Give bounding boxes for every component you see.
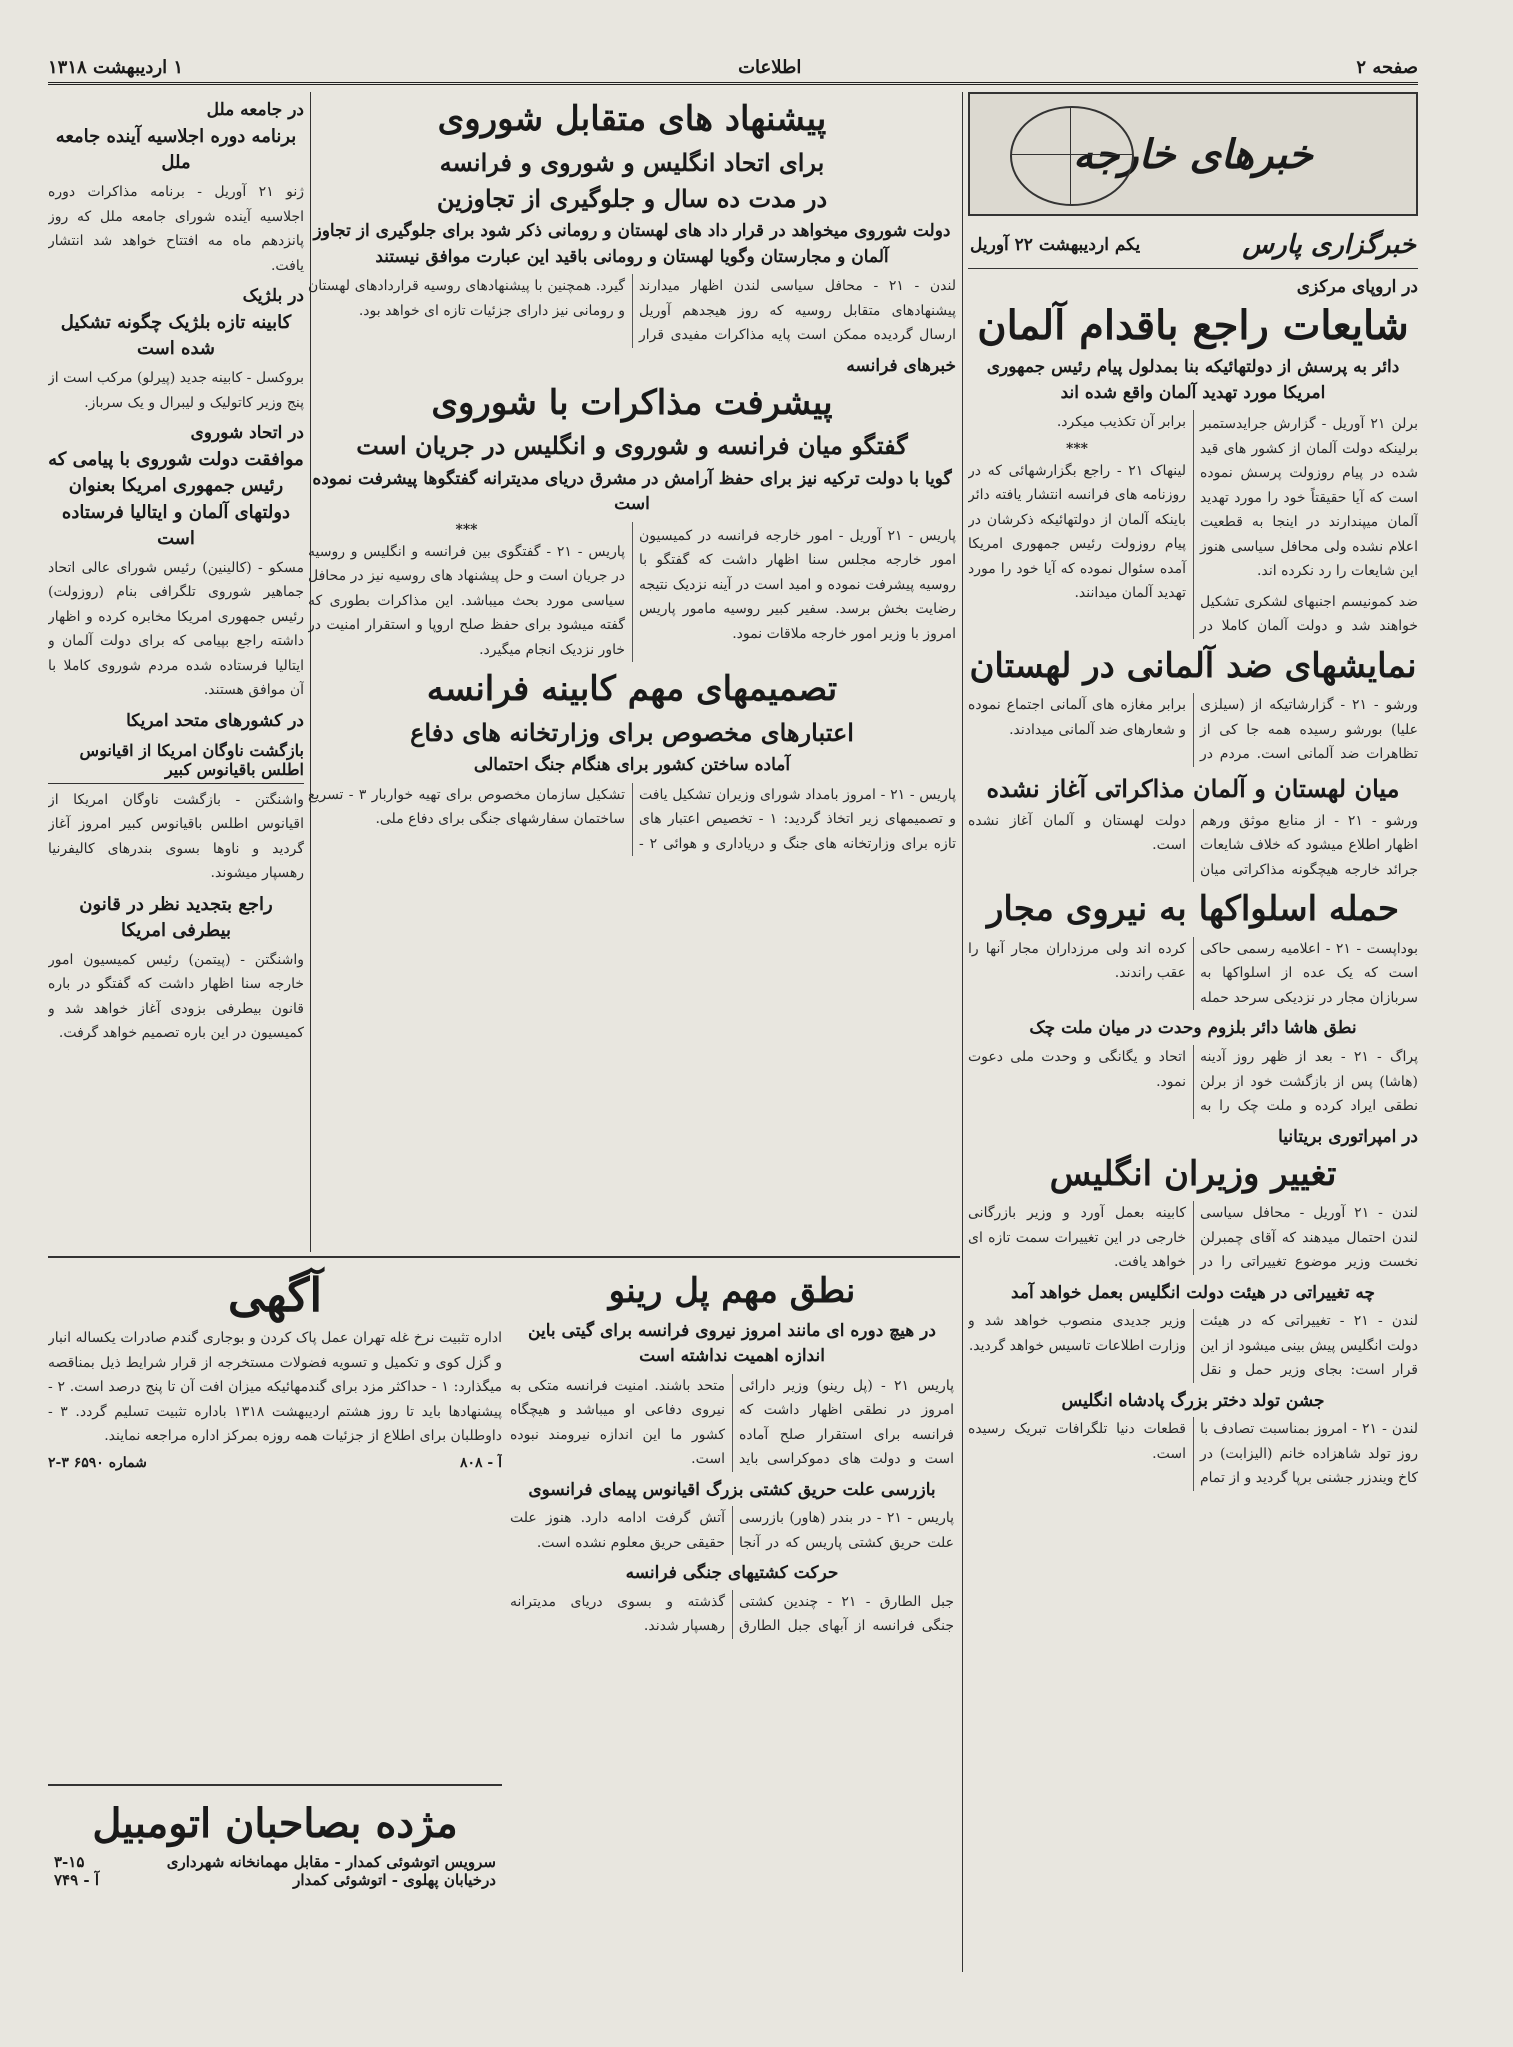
agency-row [968, 226, 1418, 269]
headline-talks-progress: پیشرفت مذاکرات با شوروی [431, 382, 833, 423]
notice-title: آگهی [227, 1268, 323, 1322]
dek-german-rumors: دائر به پرسش از دولتهائیکه بنا بمدلول پیام رئیس جمهوری امریکا مورد تهدید آلمان واقع شده اند [986, 357, 1400, 403]
separator-stars: *** [455, 521, 478, 538]
middle-bottom-rule [48, 1256, 960, 1258]
article-belgian-cabinet: بروکسل - کابینه جدید (پیرلو) مرکب است از پنج وزیر کاتولیک و لیبرال و یک سرباز. [48, 370, 304, 411]
article-cabinet-changes: لندن - ۲۱ - تغییراتی که در هیئت دولت انگلیس پیش بینی میشود از این قرار است: بجای وزیر حمل و نقل وزیر جدیدی منصوب خواهد شد و وزارت اطلاعات تاسیس خواهد گردید. [968, 1313, 1418, 1379]
headline-princess-birthday: جشن تولد دختر بزرگ پادشاه انگلیس [1061, 1390, 1325, 1411]
banner-title: خبرهای خارجه [1073, 130, 1313, 178]
foreign-news-column [968, 92, 1418, 1962]
headline-hacha-speech: نطق هاشا دائر بلزوم وحدت در میان ملت چک [1029, 1018, 1357, 1039]
headline-slovak-attack: حمله اسلواکها به نیروی مجار [986, 889, 1400, 930]
headline-belgian-cabinet: کابینه تازه بلژیک چگونه تشکیل شده است [60, 312, 292, 360]
notice-number: شماره ۶۵۹۰ ۳-۲ [48, 1454, 147, 1471]
article-british-cabinet: لندن - ۲۱ آوریل - محافل سیاسی لندن احتمال میدهند که آقای چمبرلن نخست وزیر موضوع تغییراتی را در کابینه بعمل آورد و وزیر بازرگانی خارجی در این تغییرات سمت تازه ای خواهد یافت. [968, 1205, 1418, 1271]
notice-footer [48, 1455, 502, 1471]
section-usa: در کشورهای متحد امریکا [126, 710, 304, 731]
article-soviet-agreement: مسکو - (کالینین) رئیس شورای عالی اتحاد جماهیر شوروی تلگرافی بنام (روزولت) رئیس جمهوری امریکا مخابره کرده و اظهار داشته راجع بپیامی که برای دولت آلمان و ایتالیا فرستاده شده مردم شوروی کاملا با آن موافق هستند. [48, 559, 304, 699]
article-german-rumors [968, 410, 1418, 639]
article-soviet-proposals: لندن - ۲۱ - محافل سیاسی لندن اظهار میدارند پیشنهادهای متقابل روسیه که روز هیجدهم آوریل ارسال گردیده ممکن است پایه مذاکرات مفیدی قرار گیرد. همچنین با پیشنهادهای روسیه قراردادهای لهستان و رومانی نیز دارای جزئیات تازه ای خواهد بود. [308, 278, 956, 344]
masthead [48, 52, 1418, 85]
middle-column [308, 92, 956, 1252]
headline-soviet-agreement: موافقت دولت شوروی با پیامی که رئیس جمهوری امریکا بعنوان دولتهای آلمان و ایتالیا فرستاده است [48, 449, 304, 549]
notice-code: آ - ۸۰۸ [459, 1454, 502, 1471]
headline-british-cabinet: تغییر وزیران انگلیس [1049, 1153, 1337, 1194]
article-reynaud-speech: پاریس ۲۱ - (پل رینو) وزیر دارائی امروز در نطقی اظهار داشت که فرانسه برای استقرار صلح آماده است و دولت های دموکراسی باید متحد باشند. امنیت فرانسه متکی به نیروی دفاعی او میباشد و هیچگاه کشور ما این اندازه نیرومند نبوده است. [510, 1377, 954, 1467]
article-talks-progress [308, 522, 956, 663]
headline-reynaud-speech: نطق مهم پل رینو [608, 1271, 856, 1311]
headline-poland-protests: نمایشهای ضد آلمانی در لهستان [969, 645, 1417, 686]
car-ad-phone: ۳-۱۵ [54, 1853, 85, 1871]
article-text: برلن ۲۱ آوریل - گزارش جرایدستمبر برلینکه دولت آلمان از کشور های قید شده در پیام روزولت پرسش نموده است که آیا حقیقتاً خود را مورد تهدید آلمان میپندارند در اینجا به قطعیت اعلام نشده ولی محافل سیاسی هنوز این شایعات را رد نکرده اند. [1200, 416, 1418, 579]
headline-fleet-return: بازگشت ناوگان امریکا از اقیانوس اطلس باقیانوس کبیر [48, 737, 304, 784]
article-slovak-attack: بوداپست - ۲۱ - اعلامیه رسمی حاکی است که یک عده از اسلواکها به سربازان مجار در نزدیکی سرحد حمله کرده اند ولی مرزداران مجار آنها را عقب راندند. [968, 940, 1418, 1006]
car-ad-location: درخیابان پهلوی - اتوشوئی کمدار [293, 1871, 496, 1889]
car-ad-address: سرویس اتوشوئی کمدار - مقابل مهمانخانه شهرداری [166, 1853, 496, 1871]
car-ad-details [48, 1853, 502, 1871]
article-text: ضد کمونیسم اجنبهای لشکری تشکیل خواهند شد و دولت آلمان کاملا در برابر آن تکذیب میکرد. [1056, 414, 1418, 634]
car-ad-title: مژده بصاحبان اتومبیل [92, 1800, 458, 1847]
dek-reynaud-speech: در هیچ دوره ای مانند امروز نیروی فرانسه برای گیتی باین اندازه اهمیت نداشته است [528, 1320, 936, 1366]
dek-soviet-proposals: دولت شوروی میخواهد در قرار داد های لهستان و رومانی ذکر شود برای جلوگیری از تجاوز آلمان و مجارستان وگویا لهستان و رومانی باقید این عبارت موافق نیستند [313, 221, 951, 267]
car-ad-details-2 [48, 1871, 502, 1889]
article-warships-movement: جبل الطارق - ۲۱ - چندین کشتی جنگی فرانسه از آبهای جبل الطارق گذشته و بسوی دریای مدیترانه رهسپار شدند. [510, 1593, 954, 1635]
headline-cabinet-changes: چه تغییراتی در هیئت دولت انگلیس بعمل خواهد آمد [1010, 1282, 1376, 1303]
article-french-cabinet: پاریس - ۲۱ - امروز بامداد شورای وزیران تشکیل یافت و تصمیمهای زیر اتخاذ گردید: ۱ - تخصیص اعتبار های تازه برای وزارتخانه های جنگ و دریاداری و هوائی ۲ - تشکیل سازمان مخصوص برای تهیه خواربار ۳ - تسریع ساختمان سفارشهای جنگی برای دفاع ملی. [308, 786, 956, 852]
globe-icon [1010, 106, 1134, 206]
section-central-europe: در اروپای مرکزی [1296, 277, 1418, 297]
dek-turkey: گویا با دولت ترکیه نیز برای حفظ آرامش در مشرق دریای مدیترانه گفتگوها پیشرفت نموده است [312, 468, 952, 515]
article-text: لینهاک ۲۱ - راجع بگزارشهائی که در روزنامه های فرانسه انتشار یافته دائر باینکه آلمان از دولتهائیکه ذکرشان در پیام روزولت رئیس جمهوری امریکا آمده سئوال نموده که آیا خود را مورد تهدید آلمان میدانند. [968, 462, 1186, 601]
subhead-alliance: برای اتحاد انگلیس و شوروی و فرانسه [439, 147, 825, 177]
agency-date: یکم اردیبهشت ۲۲ آوریل [970, 235, 1141, 255]
subhead-defense-credits: اعتبارهای مخصوص برای وزارتخانه های دفاع [410, 717, 854, 747]
issue-date: ۱ اردیبهشت ۱۳۱۸ [48, 56, 184, 78]
article-fleet-return: واشنگتن - بازگشت ناوگان امریکا از اقیانوس اطلس باقیانوس کبیر امروز آغاز گردید و ناوها بسوی بندرهای کالیفرنیا رهسپار میشوند. [48, 791, 304, 882]
column-rule-right [962, 92, 963, 1972]
headline-french-cabinet: تصمیمهای مهم کابینه فرانسه [426, 669, 838, 710]
headline-league-agenda: برنامه دوره اجلاسیه آینده جامعه ملل [55, 126, 297, 174]
page-label: صفحه ۲ [1356, 56, 1418, 78]
left-column [48, 92, 304, 1252]
subhead-talks: گفتگو میان فرانسه و شوروی و انگلیس در جریان است [356, 431, 908, 461]
separator-stars: *** [1066, 440, 1088, 457]
foreign-news-banner [968, 92, 1418, 216]
section-britain: در امپراتوری بریتانیا [1278, 1126, 1418, 1147]
article-poland-germany-talks: ورشو - ۲۱ - از منابع موثق ورهم اظهار اطلاع میشود که خلاف شایعات جرائد خارجه هیچگونه مذاکراتی میان دولت لهستان و آلمان آغاز نشده است. [968, 812, 1418, 878]
notice-body: اداره تثبیت نرخ غله تهران عمل پاک کردن و بوجاری گندم صادرات یکساله انبار و گزل کوی و تکمیل و تسویه فضولات مستخرجه از قرار شرایط ذیل بمناقصه میگذارد: ۱ - حداکثر مزد برای گندمهائیکه میزان افت آن تا پنج درصد است. ۲ - پیشنهادها باید تا روز هشتم اردیبهشت ۱۳۱۸ باداره تثبیت تسلیم گردد. ۳ - داوطلبان برای اطلاع از جزئیات همه روزه بمرکز اداره مراجعه نمایند. [48, 1330, 502, 1444]
agency-name: خبرگزاری پارس [1242, 230, 1416, 260]
headline-soviet-proposals: پیشنهاد های متقابل شوروی [437, 99, 827, 139]
section-france: خبرهای فرانسه [846, 355, 956, 376]
car-service-ad [48, 1794, 502, 1964]
paper-name: اطلاعات [738, 56, 802, 78]
article-poland-protests: ورشو - ۲۱ - گزارشاتیکه از (سیلزی علیا) بورشو رسیده همه جا کی از تظاهرات ضد آلمانی است. مردم در برابر مغازه های آلمانی اجتماع نموده و شعارهای ضد آلمانی میدادند. [968, 697, 1418, 762]
article-text: پاریس - ۲۱ آوریل - امور خارجه فرانسه در کمیسیون امور خارجه مجلس سنا اظهار داشت که گفتگو با روسیه پیشرفت نموده و امید است در آینه نزدیک نتیجه رضایت بخش برسد. سفیر کبیر روسیه مامور پاریس امروز با وزیر امور خارجه ملاقات نمود. [639, 527, 956, 642]
section-ussr: در اتحاد شوروی [190, 423, 304, 444]
subhead-ten-years: در مدت ده سال و جلوگیری از تجاوزین [436, 183, 828, 213]
article-text: پاریس - ۲۱ - گفتگوی بین فرانسه و انگلیس و روسیه در جریان است و حل پیشنهاد های روسیه نیز در محافل سیاسی مورد بحث میباشد. این مذاکرات بطوری که گفته میشود برای حفظ صلح اروپا و استقرار امنیت در خاور نزدیک انجام میگیرد. [308, 543, 625, 658]
section-league: در جامعه ملل [206, 100, 304, 120]
article-neutrality-law: واشنگتن - (پیتمن) رئیس کمیسیون امور خارجه سنا اظهار داشت که گفتگو در باره قانون بیطرفی بزودی آغاز خواهد شد و کمیسیون در این باره تصمیم خواهد گرفت. [48, 951, 304, 1042]
newspaper-page [48, 52, 1418, 2004]
government-notice [48, 1264, 502, 1786]
car-ad-code: آ - ۷۴۹ [54, 1871, 100, 1889]
headline-warships-movement: حرکت کشتیهای جنگی فرانسه [625, 1563, 839, 1584]
dek-war-readiness: آماده ساختن کشور برای هنگام جنگ احتمالی [473, 755, 791, 776]
article-ship-fire: پاریس - ۲۱ - در بندر (هاور) بازرسی علت حریق کشتی پاریس که در آنجا آتش گرفت ادامه دارد. هنوز علت حقیقی حریق معلوم نشده است. [510, 1510, 954, 1551]
headline-german-rumors: شایعات راجع باقدام آلمان [977, 302, 1409, 349]
advertisement-area [48, 1264, 502, 1964]
headline-neutrality-law: راجع بتجدید نظر در قانون بیطرفی امریکا [79, 893, 273, 941]
section-belgium: در بلژیک [242, 286, 304, 307]
article-princess-birthday: لندن - ۲۱ - امروز بمناسبت تصادف با روز تولد شاهزاده خانم (الیزابت) در کاخ ویندزر جشنی برپا گردید و از تمام قطعات دنیا تلگرافات تبریک رسیده است. [968, 1421, 1418, 1487]
headline-ship-fire: بازرسی علت حریق کشتی بزرگ اقیانوس پیمای فرانسوی [528, 1479, 936, 1500]
article-hacha-speech: پراگ - ۲۱ - بعد از ظهر روز آدینه (هاشا) پس از بازگشت خود از برلن نطقی ایراد کرده و ملت چک را به اتحاد و یگانگی و وحدت ملی دعوت نمود. [968, 1049, 1418, 1115]
article-league-agenda: ژنو ۲۱ آوریل - برنامه مذاکرات دوره اجلاسیه آینده شورای جامعه ملل که روز پانزدهم ماه مه افتتاح خواهد شد انتشار یافت. [48, 184, 304, 274]
bottom-middle-column [510, 1264, 954, 1964]
headline-poland-germany-talks: میان لهستان و آلمان مذاکراتی آغاز نشده [986, 773, 1400, 803]
